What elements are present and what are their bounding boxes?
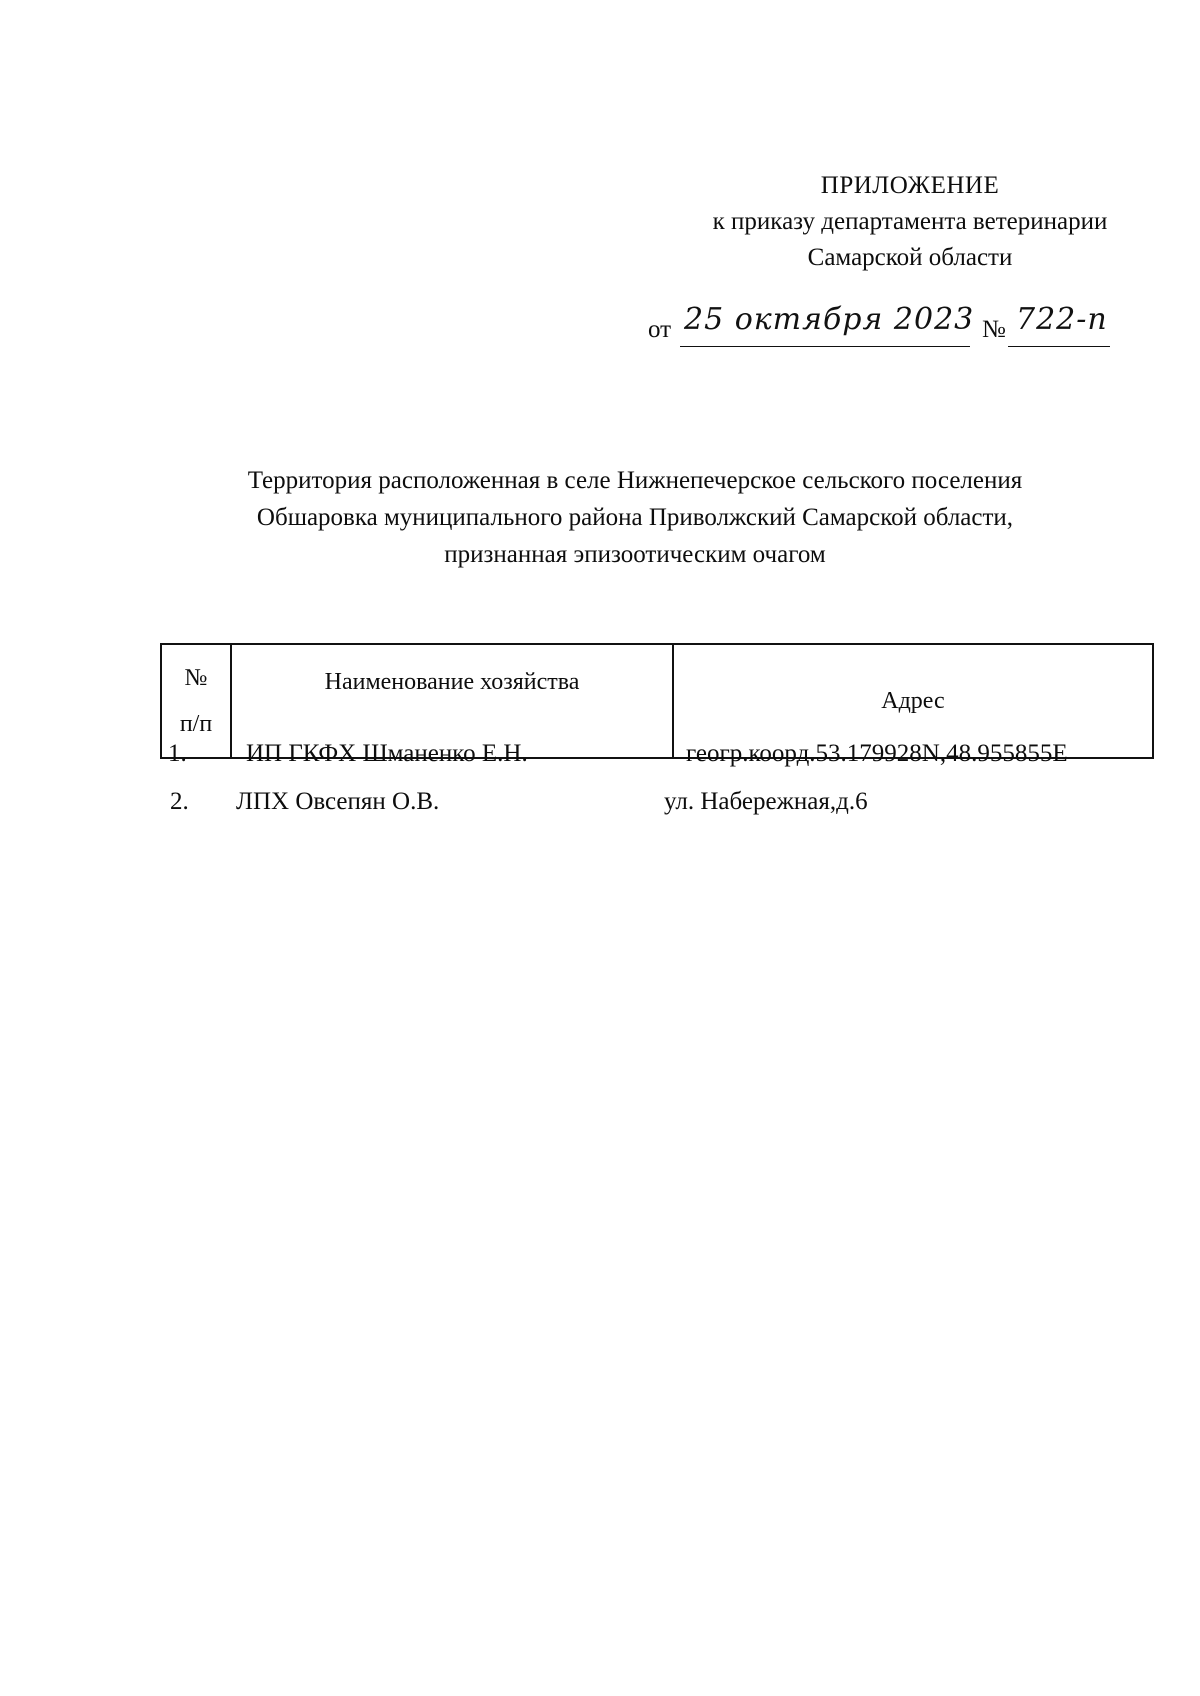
header-number: № п/п <box>161 644 231 758</box>
order-number-handwritten: 722-п <box>1016 302 1108 337</box>
row-address: геогр.коорд.53.179928N,48.955855E <box>686 740 1068 767</box>
document-title <box>150 462 1120 573</box>
appendix-order-reference: к приказу департамента ветеринарии <box>712 208 1108 235</box>
order-from-label: от <box>648 316 672 343</box>
number-underline <box>1008 346 1110 347</box>
row-number: 2. <box>170 788 189 815</box>
row-address: ул. Набережная,д.6 <box>664 788 868 815</box>
appendix-region: Самарской области <box>807 244 1013 271</box>
document-title-line-2: Обшаровка муниципального района Приволжский Самарской области, <box>256 504 1014 531</box>
document-title-line-3: признанная эпизоотическим очагом <box>444 541 826 568</box>
header-address: Адрес <box>673 644 1153 758</box>
appendix-title: ПРИЛОЖЕНИЕ <box>820 172 1000 199</box>
header-farm-name: Наименование хозяйства <box>231 644 673 758</box>
order-number-label: № <box>982 316 1006 343</box>
row-number: 1. <box>168 740 187 767</box>
document-title-line-1: Территория расположенная в селе Нижнепечерское сельского поселения <box>247 467 1023 494</box>
appendix-header <box>660 168 1160 276</box>
date-underline <box>680 346 970 347</box>
order-date-handwritten: 25 октября 2023 <box>684 302 975 337</box>
row-farm-name: ИП ГКФХ Шманенко Е.Н. <box>246 740 528 767</box>
row-farm-name: ЛПХ Овсепян О.В. <box>236 788 440 815</box>
